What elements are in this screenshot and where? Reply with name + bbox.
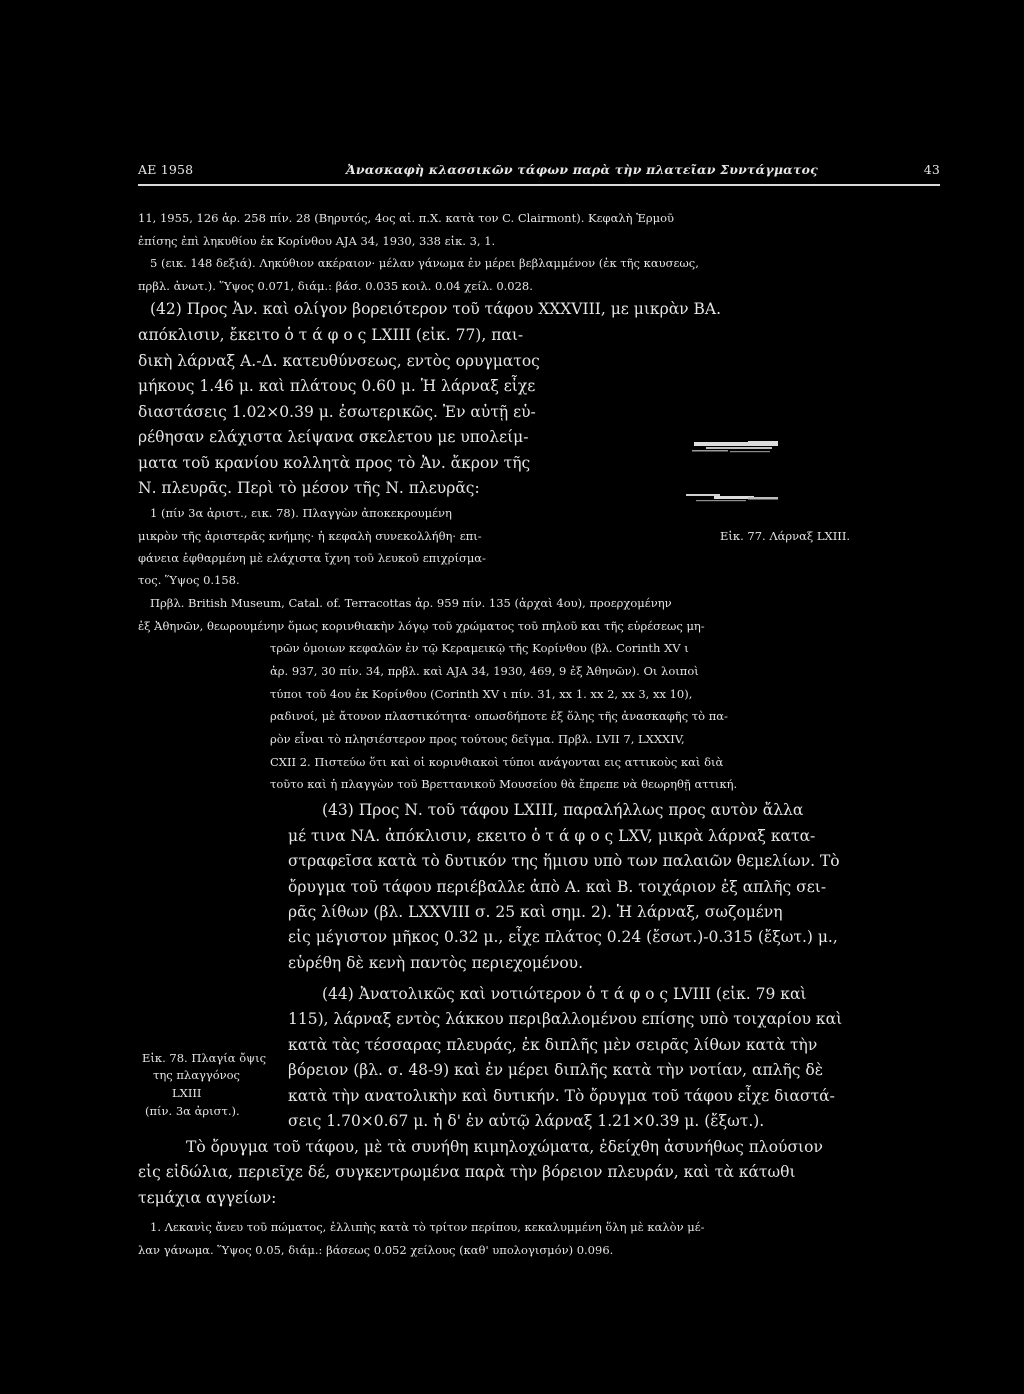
figure-77-larnax-image	[684, 436, 894, 516]
caption-line-4: LXIII	[172, 1086, 202, 1100]
text-line-34: 115), λάρναξ εντὸς λάκκου περιβαλλομένου επίσης υπὸ τοιχαρίου καὶ	[288, 1010, 843, 1028]
text-line-25: τοῦτο καὶ ἡ πλαγγὼν τοῦ Βρεττανικοῦ Μουσείου θὰ ἔπρεπε νὰ θεωρηθῇ αττική.	[270, 777, 738, 791]
text-line-19: τρῶν ὁμοιων κεφαλῶν ἐν τῷ Κεραμεικῷ τῆς Κορίνθου (βλ. Corinth XV ι	[270, 641, 689, 655]
larnax-drawing	[684, 436, 894, 516]
text-line-3: 5 (εικ. 148 δεξιά). Ληκύθιον ακέραιον· μέλαν γάνωμα ἐν μέρει βεβλαμμένον (ἐκ τῆς καυσεως,	[150, 256, 699, 270]
text-line-42: 1. Λεκανὶς ἄνευ τοῦ πώματος, ἐλλιπὴς κατὰ τὸ τρίτον περίπου, κεκαλυμμένη ὅλη μὲ καλὸν μέ-	[150, 1220, 705, 1234]
text-line-21: τύποι τοῦ 4ου ἐκ Κορίνθου (Corinth XV ι πίν. 31, xx 1. xx 2, xx 3, xx 10),	[270, 687, 693, 701]
text-line-11: ματα τοῦ κρανίου κολλητὰ προς τὸ Ἀν. ἄκρον τῆς	[138, 454, 531, 472]
text-line-22: ραδινοί, μὲ ἄτονον πλαστικότητα· οπωσδήποτε ἐξ ὅλης τῆς ἀνασκαφῆς τὸ πα-	[270, 709, 728, 723]
caption-line-3: της πλαγγόνος	[153, 1068, 240, 1082]
larnax-bottom-stroke	[686, 494, 778, 501]
text-line-29: ὄρυγμα τοῦ τάφου περιέβαλλε ἀπὸ Α. καὶ Β. τοιχάριον ἐξ απλῆς σει-	[288, 878, 827, 896]
text-line-4: πρβλ. ἀνωτ.). Ὕψος 0.071, διάμ.: βάσ. 0.035 κοιλ. 0.04 χείλ. 0.028.	[138, 279, 533, 293]
text-line-23: ρὸν εἶναι τὸ πλησιέστερον προς τούτους δεῖγμα. Πρβλ. LVII 7, LXXXIV,	[270, 732, 685, 746]
text-line-5: (42) Προς Ἀν. καὶ ολίγον βορειότερον τοῦ τάφου XXXVIII, με μικρὰν ΒΑ.	[150, 300, 722, 318]
text-line-41: τεμάχια αγγείων:	[138, 1189, 277, 1207]
text-line-8: μήκους 1.46 μ. καὶ πλάτους 0.60 μ. Ἡ λάρναξ εἶχε	[138, 377, 536, 395]
page-number: 43	[923, 162, 940, 177]
text-line-39: Τὸ ὄρυγμα τοῦ τάφου, μὲ τὰ συνήθη κιμηλοχώματα, ἐδείχθη ἀσυνήθως πλούσιον	[186, 1138, 823, 1156]
text-line-14: μικρὸν τῆς ἀριστερᾶς κνήμης· ἡ κεφαλὴ συνεκολλήθη· επι-	[138, 529, 482, 543]
text-line-40: εἰς εἰδώλια, περιεῖχε δέ, συγκεντρωμένα παρὰ τὴν βόρειον πλευράν, καὶ τὰ κάτωθι	[138, 1163, 796, 1181]
caption-line-5: (πίν. 3α ἀριστ.).	[145, 1104, 240, 1118]
text-line-17: Πρβλ. British Museum, Catal. of. Terracottas ἀρ. 959 πίν. 135 (ἀρχαὶ 4ου), προερχομένην	[150, 596, 672, 610]
running-header	[138, 162, 940, 184]
text-line-16: τος. Ὕψος 0.158.	[138, 573, 240, 587]
text-line-12: Ν. πλευρᾶς. Περὶ τὸ μέσον τῆς Ν. πλευρᾶς:	[138, 479, 480, 497]
header-rule	[138, 184, 940, 186]
text-line-38: σεις 1.70×0.67 μ. ἡ δ' ἐν αὐτῷ λάρναξ 1.21×0.39 μ. (ἔξωτ.).	[288, 1112, 765, 1130]
journal-abbrev: AE 1958	[138, 162, 194, 177]
text-line-2: ἐπίσης ἐπὶ ληκυθίου ἐκ Κορίνθου AJA 34, 1930, 338 εἰκ. 3, 1.	[138, 234, 496, 248]
text-line-20: ἀρ. 937, 30 πίν. 34, πρβλ. καὶ AJA 34, 1930, 469, 9 ἐξ Ἀθηνῶν). Οι λοιποὶ	[270, 664, 699, 678]
text-line-6: απόκλισιν, ἔκειτο ὁ τ ά φ ο ς LXIII (εἰκ. 77), παι-	[138, 326, 524, 344]
text-line-30: ρᾶς λίθων (βλ. LXXVIII σ. 25 καὶ σημ. 2). Ἡ λάρναξ, σωζομένη	[288, 903, 783, 921]
caption-line-1: Εἰκ. 77. Λάρναξ LXIII.	[720, 529, 851, 543]
text-line-27: μέ τινα ΝΑ. ἀπόκλισιν, εκειτο ὁ τ ά φ ο ς LXV, μικρὰ λάρναξ κατα-	[288, 827, 816, 845]
text-line-24: CXII 2. Πιστεύω ὅτι καὶ οἱ κορινθιακοὶ τύποι ανάγονται εις αττικοὺς καὶ διὰ	[270, 755, 724, 769]
text-line-37: κατὰ τὴν ανατολικὴν καὶ δυτικήν. Τὸ ὄρυγμα τοῦ τάφου εἶχε διαστά-	[288, 1087, 835, 1105]
text-line-13: 1 (πίν 3α ἀριστ., εικ. 78). Πλαγγὼν ἀποκεκρουμένη	[150, 506, 452, 520]
text-line-43: λαν γάνωμα. Ὕψος 0.05, διάμ.: βάσεως 0.052 χείλους (καθ' υπολογισμόν) 0.096.	[138, 1243, 614, 1257]
caption-line-2: Εἰκ. 78. Πλαγία ὄψις	[142, 1051, 267, 1065]
running-title: Ἀνασκαφὴ κλασσικῶν τάφων παρὰ τὴν πλατεῖαν Συντάγματος	[346, 162, 818, 177]
text-line-10: ρέθησαν ελάχιστα λείψανα σκελετου με υπολείμ-	[138, 428, 529, 446]
larnax-top-stroke	[692, 441, 778, 452]
text-line-32: εὑρέθη δὲ κενὴ παντὸς περιεχομένου.	[288, 954, 584, 972]
text-line-36: βόρειον (βλ. σ. 48-9) καὶ ἐν μέρει διπλῆς κατὰ τὴν νοτίαν, απλῆς δὲ	[288, 1061, 824, 1079]
text-line-26: (43) Προς Ν. τοῦ τάφου LXIII, παραλήλλως προς αυτὸν ἄλλα	[322, 801, 804, 819]
text-line-1: 11, 1955, 126 ἀρ. 258 πίν. 28 (Βηρυτός, 4ος αἰ. π.Χ. κατὰ τον C. Clairmont). Κεφαλὴ Ἑρμοῦ	[138, 211, 675, 225]
text-line-31: εἰς μέγιστον μῆκος 0.32 μ., εἶχε πλάτος 0.24 (ἔσωτ.)-0.315 (ἔξωτ.) μ.,	[288, 928, 838, 946]
text-line-7: δικὴ λάρναξ Α.-Δ. κατευθύνσεως, εντὸς ορυγματος	[138, 352, 540, 370]
text-line-35: κατὰ τὰς τέσσαρας πλευράς, ἐκ διπλῆς μὲν σειρᾶς λίθων κατὰ τὴν	[288, 1036, 818, 1054]
text-line-28: στραφεῖσα κατὰ τὸ δυτικόν της ἥμισυ υπὸ των παλαιῶν θεμελίων. Τὸ	[288, 852, 840, 870]
text-line-15: φάνεια ἐφθαρμένη μὲ ελάχιστα ἴχνη τοῦ λευκοῦ επιχρίσμα-	[138, 551, 486, 565]
text-line-33: (44) Ἀνατολικῶς καὶ νοτιώτερον ὁ τ ά φ ο ς LVIII (εἰκ. 79 καὶ	[322, 985, 807, 1003]
text-line-18: ἐξ Ἀθηνῶν, θεωρουμένην ὅμως κορινθιακὴν λόγῳ τοῦ χρώματος τοῦ πηλοῦ και τῆς εὑρέσεως μη-	[138, 619, 705, 633]
text-line-9: διαστάσεις 1.02×0.39 μ. ἐσωτερικῶς. Ἐν αὐτῇ εὑ-	[138, 403, 536, 421]
